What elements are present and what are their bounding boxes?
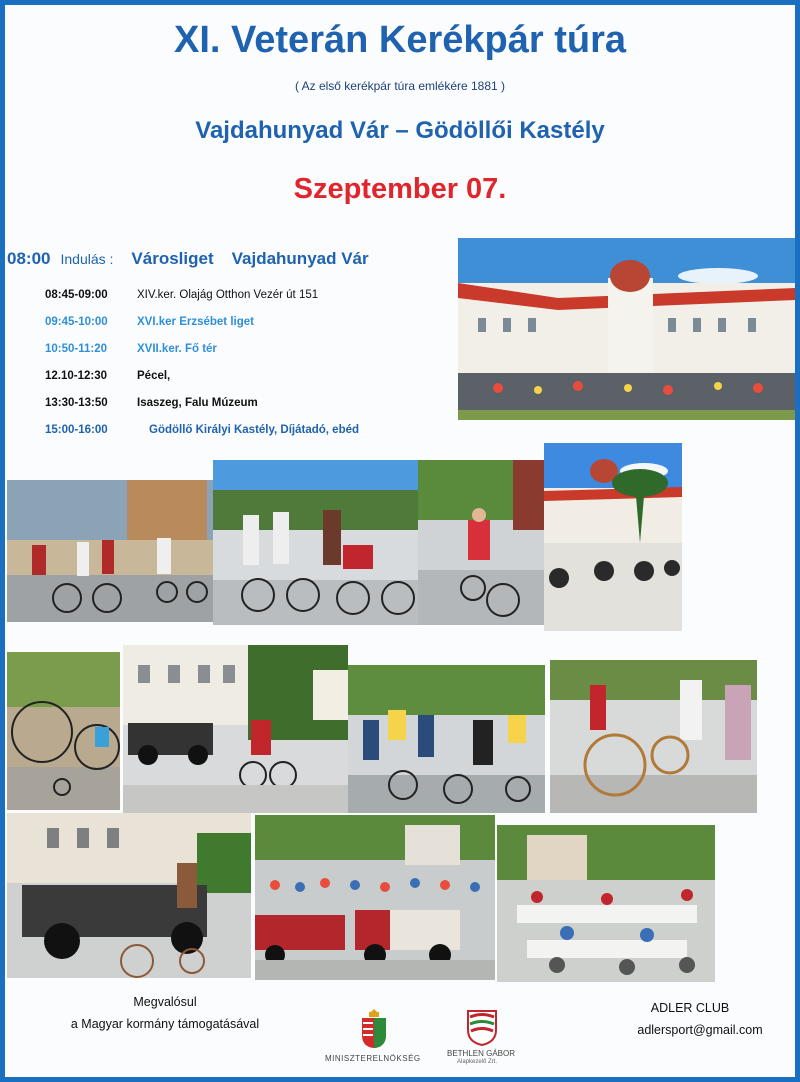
event-date: Szeptember 07. [293, 173, 507, 205]
schedule-time: 13:30-13:50 [45, 397, 108, 409]
cyclist-red-shirt-photo [418, 460, 546, 625]
schedule-time: 12.10-12:30 [45, 370, 108, 382]
start-label: Indulás : [60, 251, 114, 267]
schedule-place: XVII.ker. Fő tér [137, 343, 217, 355]
schedule-place: Pécel, [137, 370, 171, 382]
poster [5, 5, 795, 1077]
crowd-bicycles-photo [348, 665, 545, 813]
bethlen-gabor-logo [465, 1008, 499, 1046]
schedule-time: 08:45-09:00 [45, 289, 108, 301]
start-line [7, 249, 369, 269]
support-line-2: a Magyar kormány támogatásával [70, 1017, 260, 1031]
schedule-place: Isaszeg, Falu Múzeum [137, 397, 258, 409]
lunch-tables-photo [497, 825, 715, 982]
vintage-car-building-photo [123, 645, 348, 813]
logo2-subcaption: Alapkezelő Zrt. [457, 1059, 498, 1065]
schedule-item [45, 424, 359, 436]
schedule-item [45, 289, 318, 301]
club-name: ADLER CLUB [650, 1001, 730, 1015]
schedule-item [45, 397, 258, 409]
logo1-caption: MINISZTERELNÖKSÉG [325, 1054, 421, 1063]
start-time: 08:00 [7, 249, 51, 268]
schedule-item [45, 316, 254, 328]
start-place-1: Városliget [131, 249, 214, 268]
cyclists-arch-photo [7, 480, 215, 622]
club-email[interactable]: adlersport@gmail.com [637, 1023, 763, 1037]
red-car-crowd-photo [255, 815, 495, 980]
palace-motorcycles-photo [544, 443, 682, 631]
schedule-place: XVI.ker Erzsébet liget [137, 316, 254, 328]
subtitle: ( Az első kerékpár túra emlékére 1881 ) [294, 79, 506, 93]
schedule-place: Gödöllő Királyi Kastély, Díjátadó, ebéd [149, 424, 360, 436]
schedule-item [45, 370, 170, 382]
cyclists-street-photo [213, 460, 423, 625]
schedule-time: 09:45-10:00 [45, 316, 108, 328]
start-place-2: Vajdahunyad Vár [231, 249, 369, 268]
support-line-1: Megvalósul [133, 995, 197, 1009]
schedule-place: XIV.ker. Olajág Otthon Vezér út 151 [137, 289, 319, 301]
schedule-item [45, 343, 217, 355]
palace-crowd-photo [458, 238, 795, 420]
penny-farthing-photo [7, 652, 120, 810]
schedule-time: 10:50-11:20 [45, 343, 108, 355]
coat-of-arms-logo [359, 1007, 389, 1049]
logo2-caption: BETHLEN GÁBOR [447, 1049, 516, 1058]
route-heading: Vajdahunyad Vár – Gödöllői Kastély [195, 117, 605, 144]
wooden-bicycle-photo [550, 660, 757, 813]
page-title: XI. Veterán Kerékpár túra [174, 19, 626, 61]
vintage-car-street-photo [7, 813, 251, 978]
schedule-time: 15:00-16:00 [45, 424, 108, 436]
